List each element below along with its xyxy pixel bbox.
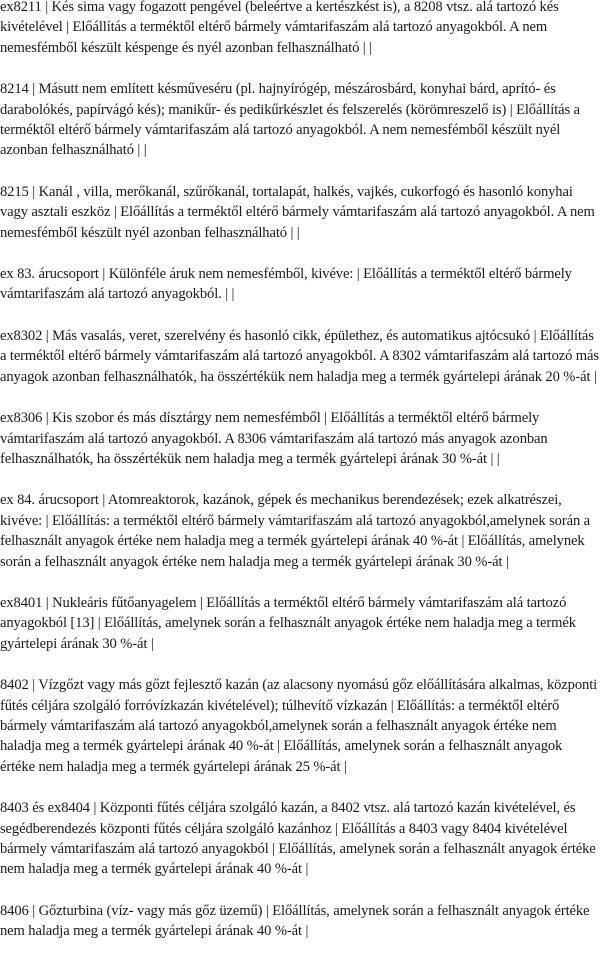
paragraph-ex8211: ex8211 | Kés sima vagy fogazott pengével (beleértve a kertészkést is), a 8208 vtsz. alá tartozó kés kivételével | Előállítás a terméktől eltérő bármely vámtarifaszám alá tartozó anyagokból. A nem nemesfémből készült késpenge és nyél azonban felhasználható | | <box>0 0 559 56</box>
paragraph-8406: 8406 | Gőzturbina (víz- vagy más gőz üzemű) | Előállítás, amelynek során a felhasznált anyagok értéke nem haladja meg a termék gyártelepi árának 40 %-át | <box>0 902 590 940</box>
paragraph-ex8302: ex8302 | Más vasalás, veret, szerelvény és hasonló cikk, épülethez, és automatikus ajtócsukó | Előállítás a terméktől eltérő bármely vámtarifaszám alá tartozó anyagokból. A 8302 vámtarifaszám alá tartozó más anyagok azonban felhasználhatók, ha összértékük nem haladja meg a termék gyártelepi árának 20 %-át | <box>0 327 599 385</box>
paragraph-ex84: ex 84. árucsoport | Atomreaktorok, kazánok, gépek és mechanikus berendezések; ezek alkatrészei, kivéve: | Előállítás: a terméktől eltérő bármely vámtarifaszám alá tartozó anyagokból,amelynek során a felhasznált anyagok értéke nem haladja meg a termék gyártelepi árának 40 %-át | Előállítás, amelynek során a felhasznált anyagok értéke nem haladja meg a termék gyártelepi árának 30 %-át | <box>0 492 591 570</box>
paragraph-ex83: ex 83. árucsoport | Különféle áruk nem nemesfémből, kivéve: | Előállítás a terméktől eltérő bármely vámtarifaszám alá tartozó anyagokból. | | <box>0 266 572 303</box>
paragraph-ex8306: ex8306 | Kis szobor és más dísztárgy nem nemesfémből | Előállítás a terméktől eltérő bármely vámtarifaszám alá tartozó anyagokból. A 8306 vámtarifaszám alá tartozó más anyagok azonban felhasználhatók, ha összértékük nem haladja meg a termék gyártelepi árának 30 %-át | | <box>0 410 548 467</box>
paragraph-ex8401: ex8401 | Nukleáris fűtőanyagelem | Előállítás a terméktől eltérő bármely vámtarifaszám alá tartozó anyagokból [13] | Előállítás, amelynek során a felhasznált anyagok értéke nem haladja meg a termék gyártelepi árának 30 %-át | <box>0 594 576 652</box>
paragraph-8215: 8215 | Kanál , villa, merőkanál, szűrőkanál, tortalapát, halkés, vajkés, cukorfogó és hasonló konyhai vagy asztali eszköz | Előállítás a terméktől eltérő bármely vámtarifaszám alá tartozó anyagokból. A nem nemesfémből készült nyél azonban felhasználható | | <box>0 183 595 241</box>
paragraph-8214: 8214 | Másutt nem említett késműveséru (pl. hajnyírógép, mészárosbárd, konyhai bárd, aprító- és darabolókés, papírvágó kés); manikűr- és pedikűrkészlet és felszerelés (körömreszelő is) | Előállítás a terméktől eltérő bármely vámtarifaszám alá tartozó anyagokból. A nem nemesfémből készült nyél azonban felhasználható | | <box>0 81 580 159</box>
paragraph-8402: 8402 | Vízgőzt vagy más gőzt fejlesztő kazán (az alacsony nyomású gőz előállítására alkalmas, központi fűtés céljára szolgáló forróvízkazán kivételével); túlhevítő vízkazán | Előállítás: a terméktől eltérő bármely vámtarifaszám alá tartozó anyagokból,amelynek során a felhasznált anyagok értéke nem haladja meg a termék gyártelepi árának 40 %-át | Előállítás, amelynek során a felhasznált anyagok értéke nem haladja meg a termék gyártelepi árának 25 %-át | <box>0 677 598 775</box>
paragraph-8403-ex8404: 8403 és ex8404 | Központi fűtés céljára szolgáló kazán, a 8402 vtsz. alá tartozó kazán kivételével, és segédberendezés központi fűtés céljára szolgáló kazánhoz | Előállítás a 8403 vagy 8404 kivételével bármely vámtarifaszám alá tartozó anyagokból | Előállítás, amelynek során a felhasznált anyagok értéke nem haladja meg a termék gyártelepi árának 40 %-át | <box>0 800 596 878</box>
